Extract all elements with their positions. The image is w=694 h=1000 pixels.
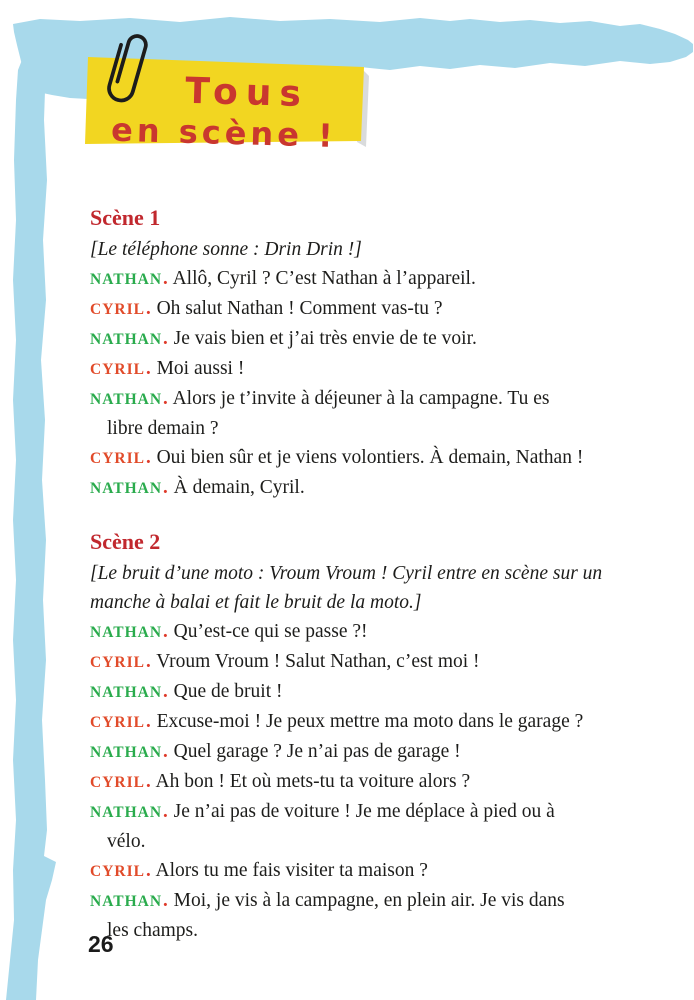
speaker-name [90, 328, 169, 349]
speaker-name [90, 298, 152, 319]
dialogue-line [90, 264, 665, 294]
dialogue-text: Ah bon ! Et où mets-tu ta voiture alors ? [155, 771, 471, 792]
speaker-name [90, 771, 152, 792]
speaker-name [90, 711, 152, 732]
speaker-name [90, 681, 169, 702]
speaker-name [90, 621, 169, 642]
dialogue-line [90, 324, 665, 354]
speaker-period: . [145, 771, 152, 792]
speaker-name [90, 268, 169, 289]
dialogue-line [90, 677, 665, 707]
speaker-period: . [163, 268, 169, 289]
speaker-period: . [145, 298, 152, 319]
scene-2-title: Scène 2 [90, 529, 161, 554]
speaker-period: . [145, 447, 152, 468]
dialogue-text: Oh salut Nathan ! Comment vas-tu ? [156, 298, 443, 319]
speaker-label: NATHAN [90, 391, 163, 408]
speaker-name [90, 860, 152, 881]
speaker-period: . [145, 651, 152, 672]
speaker-period: . [163, 681, 169, 702]
speaker-name [90, 477, 169, 498]
dialogue-text: Quel garage ? Je n’ai pas de garage ! [173, 741, 461, 762]
page-number: 26 [88, 931, 114, 957]
speaker-label: CYRIL [90, 774, 145, 791]
speaker-label: CYRIL [90, 714, 145, 731]
dialogue-line [90, 737, 665, 767]
dialogue-text: À demain, Cyril. [173, 477, 305, 498]
dialogue-line [90, 473, 665, 503]
speaker-period: . [163, 477, 169, 498]
speaker-label: NATHAN [90, 624, 163, 641]
torn-paper-left-edge [6, 60, 56, 1000]
dialogue-line [90, 767, 665, 797]
speaker-label: CYRIL [90, 301, 145, 318]
scene-1-title: Scène 1 [90, 205, 161, 230]
note-title-line1: Tous [184, 70, 310, 116]
speaker-period: . [145, 711, 152, 732]
dialogue-line [90, 354, 665, 384]
speaker-label: CYRIL [90, 654, 145, 671]
note-title-line2: en scène ! [110, 110, 338, 155]
dialogue-line [90, 856, 665, 886]
speaker-period: . [145, 358, 152, 379]
speaker-name [90, 651, 152, 672]
dialogue-line [90, 647, 665, 677]
dialogue-text: Oui bien sûr et je viens volontiers. À demain, Nathan ! [156, 447, 584, 468]
dialogue-text: Je n’ai pas de voiture ! Je me déplace à pied ou à [173, 801, 555, 822]
dialogue-line [90, 707, 665, 737]
dialogue-text: Que de bruit ! [173, 681, 283, 702]
stage-direction [90, 559, 665, 617]
speaker-label: CYRIL [90, 450, 145, 467]
dialogue-text: Allô, Cyril ? C’est Nathan à l’appareil. [172, 268, 476, 289]
script-content [90, 203, 665, 945]
dialogue-text: Qu’est-ce qui se passe ?! [173, 621, 368, 642]
dialogue-text: Vroum Vroum ! Salut Nathan, c’est moi ! [156, 651, 480, 672]
speaker-label: CYRIL [90, 863, 145, 880]
dialogue-text-continued: libre demain ? [107, 418, 219, 439]
dialogue-text: Moi aussi ! [156, 358, 245, 379]
dialogue-line [90, 294, 665, 324]
dialogue-line [90, 617, 665, 647]
stage-direction-text: [Le bruit d’une moto : Vroum Vroum ! Cyril entre en scène sur un [90, 563, 603, 584]
dialogue-text: Je vais bien et j’ai très envie de te voir. [173, 328, 477, 349]
dialogue-line [90, 384, 665, 443]
dialogue-text: Moi, je vis à la campagne, en plein air. Je vis dans [173, 890, 565, 911]
dialogue-line [90, 797, 665, 856]
stage-direction-text: [Le téléphone sonne : Drin Drin !] [90, 239, 362, 260]
dialogue-text: Alors tu me fais visiter ta maison ? [155, 860, 428, 881]
speaker-label: CYRIL [90, 361, 145, 378]
dialogue-text: Excuse-moi ! Je peux mettre ma moto dans le garage ? [156, 711, 584, 732]
dialogue-text-continued: vélo. [107, 831, 146, 852]
speaker-name [90, 447, 152, 468]
speaker-label: NATHAN [90, 804, 163, 821]
dialogue-line [90, 886, 665, 945]
stage-direction [90, 235, 665, 264]
speaker-label: NATHAN [90, 744, 163, 761]
speaker-period: . [145, 860, 152, 881]
speaker-label: NATHAN [90, 893, 163, 910]
speaker-period: . [163, 328, 169, 349]
speaker-name [90, 801, 169, 822]
dialogue-line [90, 443, 665, 473]
speaker-label: NATHAN [90, 331, 163, 348]
speaker-period: . [163, 741, 169, 762]
speaker-period: . [163, 801, 169, 822]
speaker-label: NATHAN [90, 480, 163, 497]
dialogue-text-continued: les champs. [107, 920, 198, 941]
speaker-label: NATHAN [90, 271, 163, 288]
dialogue-text: Alors je t’invite à déjeuner à la campagne. Tu es [172, 388, 550, 409]
speaker-period: . [163, 388, 169, 409]
speaker-name [90, 358, 152, 379]
stage-direction-continued: manche à balai et fait le bruit de la moto.] [90, 592, 422, 613]
speaker-name [90, 741, 169, 762]
speaker-name [90, 890, 169, 911]
speaker-label: NATHAN [90, 684, 163, 701]
speaker-name [90, 388, 169, 409]
speaker-period: . [163, 890, 169, 911]
speaker-period: . [163, 621, 169, 642]
